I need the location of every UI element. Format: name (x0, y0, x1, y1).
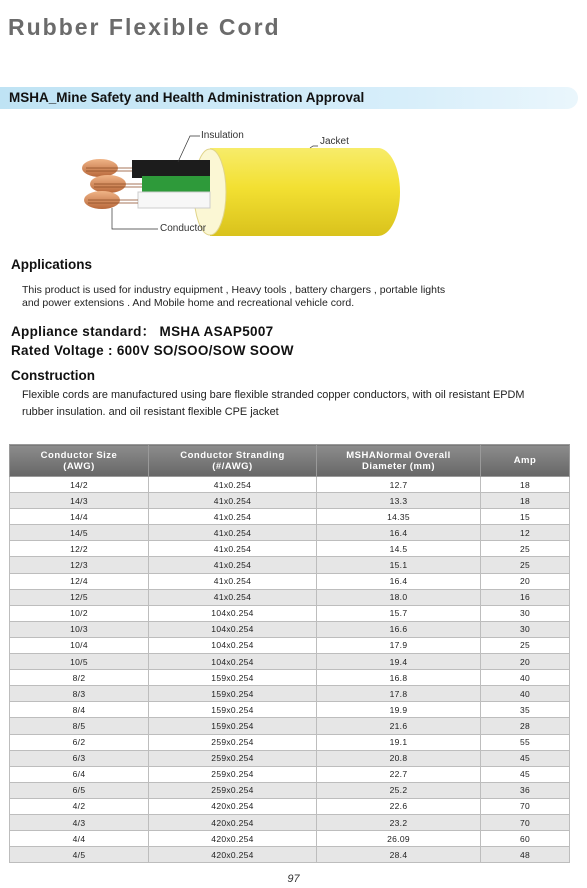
cell-overall-diameter: 16.4 (317, 573, 481, 589)
table-row (10, 541, 570, 557)
cell-overall-diameter: 25.2 (317, 782, 481, 798)
header-amp: Amp (481, 445, 570, 477)
page-number: 97 (287, 873, 300, 885)
cell-overall-diameter: 19.4 (317, 654, 481, 670)
cell-amp: 48 (481, 847, 570, 863)
cell-conductor-stranding: 104x0.254 (149, 621, 317, 637)
jacket-shape (210, 148, 400, 236)
cell-amp: 60 (481, 831, 570, 847)
table-row (10, 718, 570, 734)
construction-line-2: rubber insulation. and oil resistant flexible CPE jacket (22, 406, 279, 418)
cell-conductor-stranding: 41x0.254 (149, 589, 317, 605)
cell-conductor-size: 4/2 (10, 798, 149, 814)
cell-amp: 18 (481, 493, 570, 509)
table-row (10, 734, 570, 750)
cell-conductor-size: 6/2 (10, 734, 149, 750)
cell-overall-diameter: 19.9 (317, 702, 481, 718)
cell-conductor-size: 8/2 (10, 670, 149, 686)
cell-conductor-size: 10/3 (10, 621, 149, 637)
table-row (10, 589, 570, 605)
cell-conductor-size: 14/4 (10, 509, 149, 525)
insulation-label: Insulation (201, 130, 244, 141)
table-row (10, 798, 570, 814)
cell-conductor-size: 6/5 (10, 782, 149, 798)
table-row (10, 782, 570, 798)
cell-conductor-size: 12/2 (10, 541, 149, 557)
conductor-label: Conductor (160, 223, 207, 234)
table-row (10, 702, 570, 718)
cell-conductor-size: 6/4 (10, 766, 149, 782)
cell-amp: 15 (481, 509, 570, 525)
cell-amp: 12 (481, 525, 570, 541)
cell-conductor-size: 4/3 (10, 814, 149, 830)
cell-conductor-size: 10/5 (10, 654, 149, 670)
cell-overall-diameter: 17.8 (317, 686, 481, 702)
cell-amp: 40 (481, 686, 570, 702)
cell-conductor-stranding: 104x0.254 (149, 605, 317, 621)
cell-conductor-stranding: 41x0.254 (149, 509, 317, 525)
table-row (10, 814, 570, 830)
cell-overall-diameter: 26.09 (317, 831, 481, 847)
table-row (10, 831, 570, 847)
table-row (10, 686, 570, 702)
cell-conductor-size: 4/4 (10, 831, 149, 847)
cell-conductor-size: 6/3 (10, 750, 149, 766)
applications-line-2: and power extensions . And Mobile home and recreational vehicle cord. (22, 297, 355, 309)
page-title: Rubber Flexible Cord (8, 14, 281, 40)
cell-conductor-size: 8/3 (10, 686, 149, 702)
table-row (10, 621, 570, 637)
cell-overall-diameter: 14.5 (317, 541, 481, 557)
table-row (10, 766, 570, 782)
cell-overall-diameter: 12.7 (317, 477, 481, 493)
cell-conductor-stranding: 41x0.254 (149, 573, 317, 589)
cell-conductor-size: 14/5 (10, 525, 149, 541)
cell-conductor-stranding: 159x0.254 (149, 718, 317, 734)
table-row (10, 493, 570, 509)
cell-amp: 30 (481, 621, 570, 637)
cell-amp: 25 (481, 541, 570, 557)
table-row (10, 573, 570, 589)
table-row (10, 750, 570, 766)
cell-conductor-size: 12/3 (10, 557, 149, 573)
cell-amp: 18 (481, 477, 570, 493)
cell-conductor-stranding: 41x0.254 (149, 557, 317, 573)
table-row (10, 654, 570, 670)
cell-conductor-size: 8/5 (10, 718, 149, 734)
specs-table (9, 444, 570, 863)
cell-amp: 25 (481, 557, 570, 573)
cell-conductor-size: 8/4 (10, 702, 149, 718)
cell-conductor-size: 4/5 (10, 847, 149, 863)
header-conductor-size: Conductor Size (AWG) (10, 445, 149, 477)
cell-conductor-stranding: 420x0.254 (149, 814, 317, 830)
cell-conductor-stranding: 104x0.254 (149, 637, 317, 653)
cell-overall-diameter: 20.8 (317, 750, 481, 766)
cell-conductor-stranding: 159x0.254 (149, 686, 317, 702)
cell-overall-diameter: 14.35 (317, 509, 481, 525)
table-row (10, 605, 570, 621)
table-row (10, 847, 570, 863)
cell-overall-diameter: 16.4 (317, 525, 481, 541)
cell-conductor-stranding: 159x0.254 (149, 670, 317, 686)
rated-voltage: Rated Voltage : 600V SO/SOO/SOW SOOW (11, 343, 294, 358)
cell-amp: 70 (481, 814, 570, 830)
cell-amp: 36 (481, 782, 570, 798)
insulated-conductors (132, 160, 210, 208)
cell-overall-diameter: 19.1 (317, 734, 481, 750)
table-row (10, 477, 570, 493)
cell-amp: 20 (481, 573, 570, 589)
construction-line-1: Flexible cords are manufactured using bare flexible stranded copper conductors, with oil resistant EPDM (22, 389, 525, 401)
cell-conductor-size: 10/4 (10, 637, 149, 653)
cell-amp: 45 (481, 766, 570, 782)
cell-overall-diameter: 16.6 (317, 621, 481, 637)
cell-overall-diameter: 16.8 (317, 670, 481, 686)
construction-heading: Construction (11, 368, 95, 383)
cell-conductor-stranding: 259x0.254 (149, 782, 317, 798)
header-overall-diameter: MSHANormal Overall Diameter (mm) (317, 445, 481, 477)
cell-overall-diameter: 23.2 (317, 814, 481, 830)
table-row (10, 525, 570, 541)
cell-amp: 45 (481, 750, 570, 766)
cell-amp: 70 (481, 798, 570, 814)
table-row (10, 557, 570, 573)
cell-overall-diameter: 22.6 (317, 798, 481, 814)
cell-conductor-size: 14/3 (10, 493, 149, 509)
cell-conductor-stranding: 104x0.254 (149, 654, 317, 670)
cell-conductor-stranding: 41x0.254 (149, 477, 317, 493)
cell-amp: 55 (481, 734, 570, 750)
table-header-row (10, 445, 570, 477)
cell-conductor-stranding: 159x0.254 (149, 702, 317, 718)
cell-conductor-stranding: 259x0.254 (149, 750, 317, 766)
cell-amp: 40 (481, 670, 570, 686)
header-conductor-stranding: Conductor Stranding (#/AWG) (149, 445, 317, 477)
cell-overall-diameter: 17.9 (317, 637, 481, 653)
cell-overall-diameter: 15.1 (317, 557, 481, 573)
cell-conductor-stranding: 41x0.254 (149, 541, 317, 557)
cell-conductor-stranding: 420x0.254 (149, 798, 317, 814)
cell-conductor-size: 14/2 (10, 477, 149, 493)
cell-conductor-stranding: 41x0.254 (149, 493, 317, 509)
cell-overall-diameter: 13.3 (317, 493, 481, 509)
cell-conductor-size: 10/2 (10, 605, 149, 621)
applications-line-1: This product is used for industry equipment , Heavy tools , battery chargers , portable lights (22, 284, 446, 296)
cell-overall-diameter: 28.4 (317, 847, 481, 863)
cell-conductor-stranding: 41x0.254 (149, 525, 317, 541)
cell-conductor-stranding: 420x0.254 (149, 847, 317, 863)
cell-conductor-size: 12/4 (10, 573, 149, 589)
cell-amp: 20 (481, 654, 570, 670)
cell-amp: 28 (481, 718, 570, 734)
table-row (10, 670, 570, 686)
cell-conductor-stranding: 420x0.254 (149, 831, 317, 847)
cell-conductor-stranding: 259x0.254 (149, 766, 317, 782)
cell-conductor-stranding: 259x0.254 (149, 734, 317, 750)
cell-overall-diameter: 15.7 (317, 605, 481, 621)
cell-amp: 16 (481, 589, 570, 605)
cell-conductor-size: 12/5 (10, 589, 149, 605)
cell-amp: 35 (481, 702, 570, 718)
table-row (10, 509, 570, 525)
cell-overall-diameter: 21.6 (317, 718, 481, 734)
applications-heading: Applications (11, 257, 93, 272)
table-row (10, 637, 570, 653)
approval-band (0, 87, 578, 109)
jacket-label: Jacket (320, 136, 349, 147)
cell-overall-diameter: 18.0 (317, 589, 481, 605)
appliance-standard: Appliance standard： MSHA ASAP5007 (11, 324, 274, 339)
cell-amp: 25 (481, 637, 570, 653)
approval-band-text: MSHA_Mine Safety and Health Administration Approval (9, 90, 365, 105)
cell-amp: 30 (481, 605, 570, 621)
cell-overall-diameter: 22.7 (317, 766, 481, 782)
